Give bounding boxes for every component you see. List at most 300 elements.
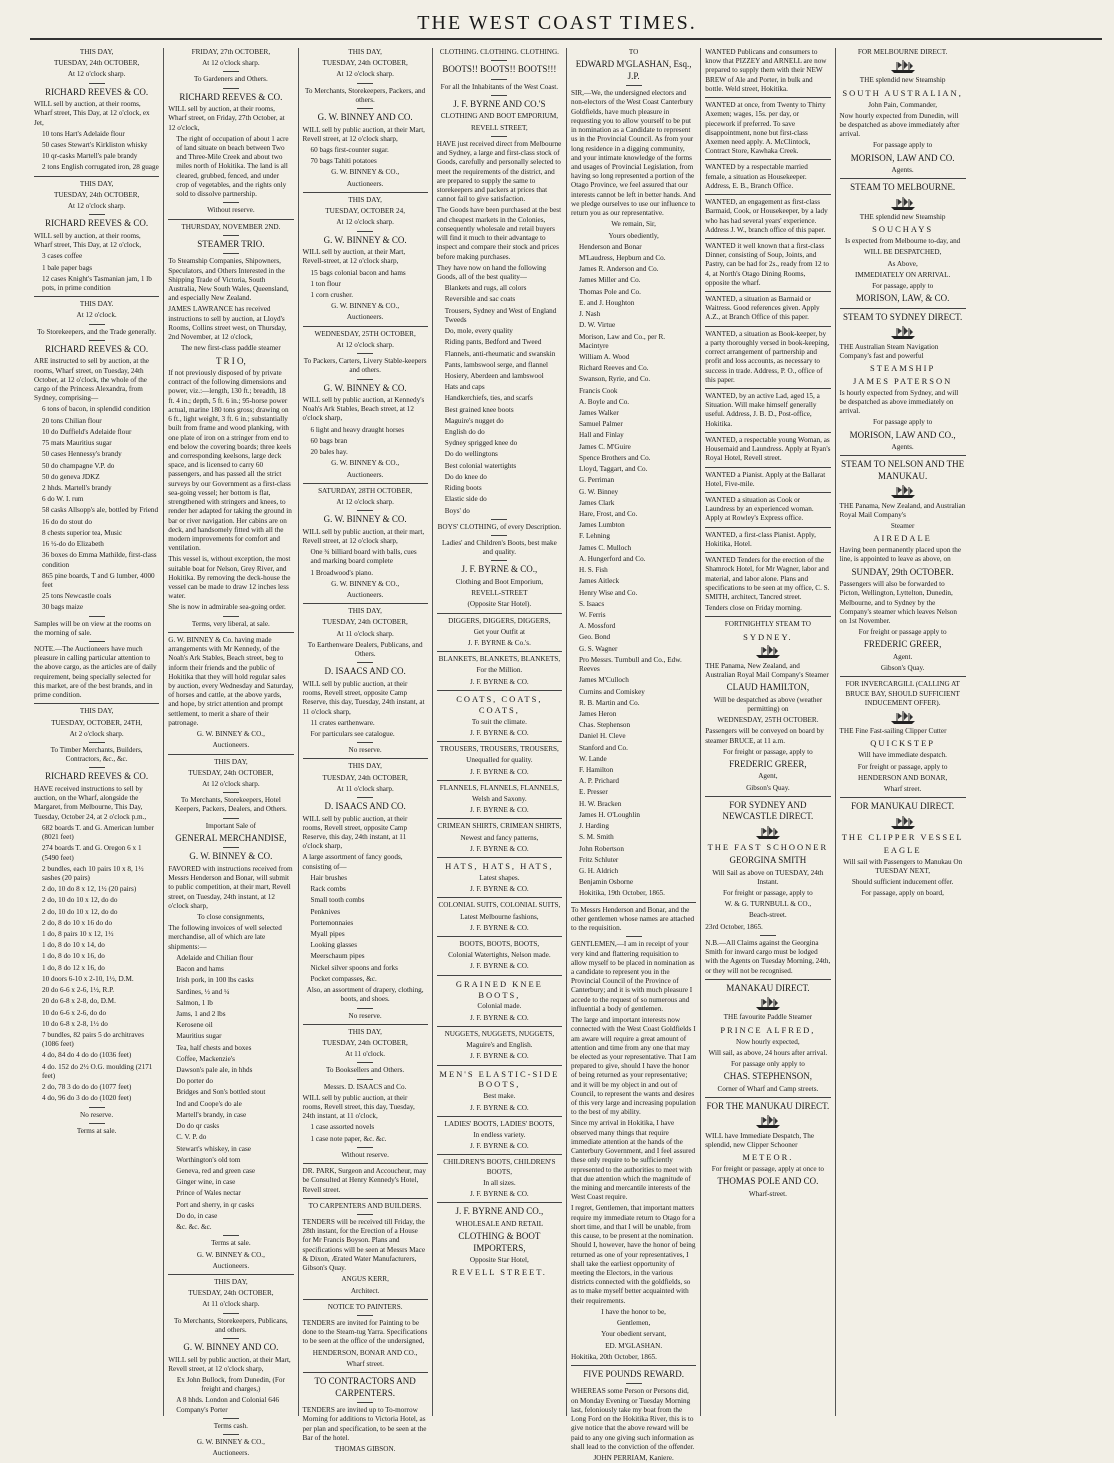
- ad-text: TO: [628, 48, 639, 56]
- short-rule: [491, 136, 507, 137]
- ad-text: WANTED a situation as Cook or Laundress by an experienced woman. Apply at Rowley's Express office.: [705, 495, 814, 523]
- ad-text: 2 do, 10 do 10 x 12, do do: [42, 907, 118, 916]
- ad-text: CLAUD HAMILTON,: [726, 682, 810, 693]
- ad-text: Agent.: [892, 652, 913, 661]
- ad-text: WEDNESDAY, 25TH OCTOBER,: [314, 329, 416, 338]
- ad-text: SYDNEY.: [743, 631, 793, 642]
- ad-text: 2 bundles, each 10 pairs 10 x 8, 1½ sashes (20 pairs): [42, 864, 144, 882]
- ad-text: STEAM TO MELBOURNE.: [850, 182, 956, 193]
- ad-text: HENDERSON, BONAR AND CO.,: [312, 1348, 418, 1357]
- ad-text: 1 case assorted novels: [310, 1123, 375, 1132]
- ad-text: Will sail with Passengers to Manukau On TUESDAY NEXT,: [843, 857, 963, 875]
- short-rule: [223, 616, 239, 617]
- column-divider: [705, 979, 830, 980]
- ship-icon: [840, 710, 966, 727]
- ad-text: EDWARD M'GLASHAN, Esq., J.P.: [575, 59, 692, 81]
- ad-text: 4 do. 152 do 2½ O.G. moulding (2171 feet): [42, 1062, 153, 1080]
- column-divider: [168, 219, 293, 220]
- ad-text: WANTED a Pianist. Apply at the Ballarat Hotel, Five-mile.: [705, 470, 826, 488]
- ad-text: WILL sell by public auction, at their rooms, Revell street, this day, Tuesday, 24th instant, at 11 o'clock,: [302, 1093, 415, 1121]
- ad-text: James C. M'Guire: [579, 442, 631, 451]
- ad-text: WILL sell by public auction, at their mart, Revell street, at 12 o'clock sharp,: [302, 527, 425, 545]
- ad-text: 6 light and heavy draught horses: [310, 425, 405, 434]
- ad-text: Myall pipes: [310, 929, 345, 938]
- ad-text: RICHARD REEVES & CO.: [45, 218, 149, 229]
- ad-text: G. W. BINNEY & CO.,: [196, 730, 265, 739]
- ad-text: STEAMER TRIO.: [197, 238, 265, 249]
- ad-text: Hall and Finlay: [579, 431, 624, 440]
- ad-text: Elastic side do: [444, 495, 487, 504]
- ad-text: We remain, Sir,: [611, 220, 656, 229]
- column-divider: [840, 308, 966, 309]
- ad-text: 2 do, 78 3 do do do (1077 feet): [42, 1083, 132, 1092]
- ad-text: 50 cases Hennessy's brandy: [42, 450, 122, 459]
- ad-text: THIS DAY,: [214, 1277, 248, 1286]
- ad-text: MORISON, LAW AND CO.,: [849, 429, 956, 440]
- ad-text: Dawson's pale ale, in hhds: [176, 1066, 253, 1075]
- ad-text: Samuel Palmer: [579, 420, 623, 429]
- ad-text: GENTLEMEN,—I am in receipt of your very kind and flattering requisition to allow myself to be placed in nomination as a candidate to represent you in the Provincial Council of the Province of Canterbury; and it is with much pleasure I accede to the request of so numerous and influential a body of gentlemen.: [571, 940, 695, 1013]
- ad-text: G. W. BINNEY & CO.: [323, 514, 407, 525]
- ad-text: James Walker: [579, 409, 619, 418]
- short-rule: [89, 324, 105, 325]
- column-divider: [303, 1163, 428, 1164]
- ad-text: COATS, COATS, COATS,: [456, 693, 543, 715]
- ad-text: To Earthenware Dealers, Publicans, and Others.: [307, 640, 423, 659]
- ad-text: Colonial made.: [477, 1002, 522, 1011]
- column-2: [164, 48, 298, 1458]
- ad-text: W. Lande: [579, 754, 607, 763]
- ad-text: 50 do champagne V.P. do: [42, 461, 115, 470]
- ad-text: For passage, apply on board,: [861, 889, 944, 898]
- ad-text: WANTED, a situation as Barmaid or Waitress. Good references given. Apply A.Z., at Branch Office of this paper.: [705, 295, 820, 322]
- column-divider: [705, 388, 830, 389]
- ship-icon: [840, 815, 966, 832]
- ad-text: The following invoices of well selected merchandise, all of which are late shipments:—: [168, 924, 282, 951]
- short-rule: [491, 79, 507, 80]
- ship-icon: [705, 825, 830, 842]
- short-rule: [223, 88, 239, 89]
- ad-text: For freight or passage, apply to: [722, 747, 813, 756]
- column-divider: [437, 818, 562, 819]
- ship-icon: [705, 996, 830, 1013]
- ad-text: Lloyd, Taggart, and Co.: [579, 465, 648, 474]
- ad-text: Pro Messrs. Turnbull and Co., Edw. Reeves: [579, 655, 682, 674]
- short-rule: [89, 1107, 105, 1108]
- column-divider: [437, 975, 562, 976]
- ad-text: Prince of Wales nectar: [176, 1189, 241, 1198]
- ad-text: 1 ton flour: [310, 279, 341, 288]
- ad-text: For freight or passage, apply at once to: [711, 1165, 824, 1173]
- ad-text: Small tooth combs: [310, 896, 365, 905]
- ad-text: Geo. Bond: [579, 633, 611, 642]
- ad-text: MORISON, LAW AND CO.: [850, 152, 955, 163]
- ad-text: BOOTS!! BOOTS!! BOOTS!!!: [442, 64, 557, 75]
- ad-text: Auctioneers.: [212, 1449, 250, 1458]
- column-divider: [437, 897, 562, 898]
- ad-text: J. F. BYRNE & CO.: [470, 728, 529, 737]
- ad-text: Coffee, Mackenzie's: [176, 1054, 235, 1063]
- ad-text: J. F. BYRNE & CO.: [470, 923, 529, 932]
- ad-text: CLOTHING & BOOT IMPORTERS,: [458, 1231, 541, 1253]
- ad-text: J. F. BYRNE & CO.: [470, 806, 529, 815]
- ad-text: Geneva, red and green case: [176, 1167, 256, 1176]
- ad-text: D. W. Virtue: [579, 321, 616, 330]
- ad-text: For passage apply to: [872, 418, 933, 427]
- ad-text: Riding pants, Bedford and Tweed: [444, 338, 542, 347]
- ad-text: Hare, Frost, and Co.: [579, 510, 638, 518]
- ad-text: Rack combs: [310, 885, 346, 894]
- ad-text: Having been permanently placed upon the line, is appointed to leave as above, on: [839, 546, 962, 564]
- ad-text: For freight or passage apply to: [858, 628, 947, 637]
- ad-text: Maguire's nugget do: [444, 416, 504, 425]
- ad-text: 10 doors 6-10 x 2-10, 1½, D.M.: [42, 974, 134, 983]
- ad-text: TUESDAY, 24th OCTOBER,: [53, 59, 140, 68]
- ad-text: To close consignments,: [197, 912, 265, 921]
- ad-text: Latest Melbourne fashions,: [460, 912, 539, 921]
- short-rule: [357, 797, 373, 798]
- short-rule: [357, 510, 373, 511]
- ad-text: Stewart's whiskey, in case: [176, 1144, 251, 1153]
- ad-text: G. W. BINNEY & CO.: [189, 851, 273, 862]
- ad-text: G. W. BINNEY & CO.,: [196, 1438, 265, 1447]
- ad-text: Is hourly expected from Sydney, and will be despatched as above immediately on arrival.: [839, 388, 959, 416]
- ad-text: STEAM TO SYDNEY DIRECT.: [843, 311, 963, 322]
- ad-text: N.B.—All Claims against the Georgina Smith for inward cargo must be lodged with the Agents on Tuesday Morning, 24th, or they will not be recognised.: [705, 938, 831, 975]
- short-rule: [89, 83, 105, 84]
- ad-text: Architect.: [350, 1286, 380, 1295]
- ad-text: F. Hamilton: [579, 766, 614, 775]
- page-columns: [30, 48, 1104, 1462]
- ad-text: Spence Brothers and Co.: [579, 453, 651, 462]
- column-divider: [303, 192, 428, 193]
- ad-text: To Steamship Companies, Shipowners, Speculators, and Others Interested in the Shipping Trade of Victoria, South Australia, New South Wales, Queensland, and especially New Zealand.: [168, 257, 289, 303]
- ad-text: James Heron: [579, 709, 617, 718]
- ad-text: J. F. BYRNE & CO.: [470, 1103, 529, 1112]
- ad-text: Gentlemen,: [616, 1319, 651, 1328]
- ad-text: Without reserve.: [207, 206, 255, 215]
- ad-text: Irish pork, in 100 lbs casks: [176, 976, 254, 985]
- ad-text: Passengers will also be forwarded to Picton, Wellington, Lyttelton, Dunedin, Melbourne, and to Sydney by the Company's steamer which leaves Nelson on 1st November.: [839, 580, 957, 625]
- ad-text: Terms at sale.: [76, 1126, 117, 1135]
- short-rule: [223, 1338, 239, 1339]
- ad-text: THURSDAY, NOVEMBER 2ND.: [181, 222, 281, 231]
- ad-text: D. ISAACS AND CO.: [324, 801, 406, 812]
- ad-text: 2 do, 8 do 10 x 16 do do: [42, 918, 113, 927]
- ad-text: MORISON, LAW, & CO.: [855, 293, 950, 304]
- ad-text: 75 mats Mauritius sugar: [42, 439, 112, 448]
- column-divider: [303, 603, 428, 604]
- column-divider: [437, 690, 562, 691]
- ad-text: At 12 o'clock sharp.: [67, 70, 126, 79]
- ad-text: Thomas Pole and Co.: [579, 287, 641, 296]
- column-divider: [303, 758, 428, 759]
- ad-text: 12 cases Knight's Tasmanian jam, 1 lb pots, in prime condition: [42, 274, 152, 292]
- ad-text: Boys' do: [444, 506, 470, 515]
- ad-text: Meerschaum pipes: [310, 952, 365, 961]
- ad-text: For freight or passage, apply to: [857, 762, 948, 771]
- ad-text: The Goods have been purchased at the best and cheapest markets in the Colonies, consequently wholesale and retail buyers will find it much to their advantage to inspect and compare their stock and prices before making purchases.: [436, 206, 562, 261]
- ad-text: TUESDAY, 24th OCTOBER,: [322, 618, 408, 627]
- ad-text: Swanson, Ryrie, and Co.: [579, 375, 651, 384]
- ad-text: GENERAL MERCHANDISE,: [175, 832, 287, 843]
- ad-text: John Robertson: [579, 844, 624, 853]
- ad-text: WILL sell by auction, at their rooms, Wharf street, This Day, at 12 o'clock, ex Jet,: [34, 100, 150, 127]
- ad-text: Ex John Bullock, from Dunedin, (For freight and charges,): [176, 1376, 285, 1394]
- ad-text: THIS DAY.: [79, 300, 114, 309]
- short-rule: [357, 1147, 373, 1148]
- short-rule: [223, 235, 239, 236]
- ad-text: At 12 o'clock sharp.: [202, 59, 260, 68]
- ad-text: Auctioneers.: [212, 1261, 250, 1270]
- ad-text: BOOTS, BOOTS, BOOTS,: [459, 940, 540, 949]
- ad-text: Agent,: [758, 772, 778, 781]
- ad-text: Auctioneers.: [346, 313, 384, 322]
- ad-text: WANTED, by an active Lad, aged 15, a Situation. Will make himself generally useful. Address, J. B. D., Post-office, Hokitika.: [705, 392, 820, 428]
- ad-text: JAMES PATERSON: [853, 375, 953, 386]
- ad-text: 10 do 6-8 x 2-8, 1½ do: [42, 1019, 108, 1028]
- ad-text: Is expected from Melbourne to-day, and: [844, 237, 961, 246]
- ad-text: G. W. Binney: [579, 487, 619, 496]
- ad-text: FOR INVERCARGILL (CALLING AT BRUCE BAY, SHOULD SUFFICIENT INDUCEMENT OFFER).: [845, 680, 960, 707]
- ad-text: Auctioneers.: [346, 179, 384, 188]
- column-1: [30, 48, 164, 1416]
- ad-text: 60 bags bran: [310, 436, 348, 445]
- ad-text: THIS DAY,: [348, 48, 382, 56]
- ad-text: J. F. BYRNE & CO.: [470, 885, 529, 894]
- short-rule: [89, 767, 105, 768]
- ad-text: To Timber Merchants, Builders, Contractors, &c., &c.: [50, 746, 143, 764]
- ad-text: NUGGETS, NUGGETS, NUGGETS,: [444, 1029, 555, 1038]
- ad-text: Samples will be on view at the rooms on the morning of sale.: [34, 619, 151, 637]
- ad-text: G. Perriman: [579, 476, 615, 485]
- ad-text: 1 corn crusher.: [310, 290, 354, 299]
- column-7: [836, 48, 970, 1416]
- ad-text: For passage, apply to: [872, 282, 934, 291]
- ad-text: Blankets and rugs, all colors: [444, 284, 527, 293]
- column-divider: [705, 467, 830, 468]
- ad-text: Kerosene oil: [176, 1021, 213, 1030]
- ad-text: I regret, Gentlemen, that important matters require my immediate return to Otago for a short time, and that I will be unable, from this cause, to be present at the nomination. Should I, however, have the honor of being returned as one of your representatives, I shall take the earliest opportunity of meeting the Electors, in the various districts connected with the goldfields, so as to make myself better acquainted with their requirements.: [571, 1204, 696, 1305]
- ad-text: FOR SYDNEY AND NEWCASTLE DIRECT.: [722, 799, 814, 822]
- ad-text: Without reserve.: [341, 1150, 389, 1159]
- ad-text: Richard Reeves and Co.: [579, 364, 649, 373]
- column-divider: [303, 1024, 428, 1025]
- ad-text: FREDERIC GREER,: [729, 758, 807, 769]
- short-rule: [357, 1214, 373, 1215]
- ad-text: 1 do, 8 pairs 10 x 12, 1½: [42, 930, 114, 939]
- ad-text: AIREDALE: [873, 533, 932, 544]
- short-rule: [491, 95, 507, 96]
- column-divider: [437, 1116, 562, 1117]
- ad-text: 16 ½-do do Elizabeth: [42, 540, 104, 549]
- ad-text: William A. Wood: [579, 352, 630, 361]
- ad-text: J. F. BYRNE & CO.: [470, 1052, 529, 1061]
- ad-text: For freight or passage, apply to: [722, 888, 813, 897]
- ship-icon: [840, 484, 966, 501]
- ad-text: FIVE POUNDS REWARD.: [583, 1368, 684, 1379]
- column-divider: [705, 796, 830, 797]
- ad-text: Ladies' and Children's Boots, best make and quality.: [441, 539, 557, 557]
- ad-text: For particulars see catalogue.: [310, 729, 395, 738]
- ad-text: James M'Culloch: [579, 676, 629, 685]
- ad-text: THE Fine Fast-sailing Clipper Cutter: [839, 727, 947, 736]
- ad-text: TENDERS are invited for Painting to be done to the Steam-tug Yarra. Specifications to be seen at the office of the undersigned,: [302, 1318, 428, 1346]
- ship-icon: [840, 59, 966, 76]
- ad-text: JOHN PERRIAM, Kaniere.: [593, 1453, 674, 1462]
- ad-text: A large assortment of fancy goods, consisting of—: [302, 853, 403, 871]
- ad-text: Yours obediently,: [608, 231, 659, 240]
- ad-text: WANTED by a respectable married female, a situation as Housekeeper. Address, E. B., Branch Office.: [705, 163, 808, 190]
- ad-text: SUNDAY, 29th OCTOBER.: [851, 566, 954, 577]
- ad-text: CHILDREN'S BOOTS, CHILDREN'S BOOTS,: [443, 1158, 556, 1176]
- ad-text: For the Million.: [476, 666, 523, 675]
- ad-text: COLONIAL SUITS, COLONIAL SUITS,: [438, 901, 561, 910]
- ad-text: WILL have Immediate Despatch, The splendid, new Clipper Schooner: [705, 1131, 815, 1149]
- column-divider: [705, 492, 830, 493]
- ad-text: WILL sell by public auction, at their rooms, Revell street, opposite Camp Reserve, this day, 24th instant, at 11 o'clock sharp,: [302, 814, 408, 851]
- ad-text: Portemonnaies: [310, 918, 354, 927]
- ad-text: WANTED, a first-class Pianist. Apply, Hokitika, Hotel.: [705, 530, 816, 548]
- ad-text: FOR MANUKAU DIRECT.: [851, 801, 955, 812]
- ad-text: J. F. BYRNE & CO.: [470, 1142, 529, 1151]
- ad-text: 8 chests superior tea, Music: [42, 528, 123, 537]
- ad-text: SOUCHAYS: [872, 224, 934, 235]
- ad-text: At 11 o'clock.: [345, 1050, 386, 1059]
- ad-text: Trousers, Sydney and West of England Tweeds: [444, 306, 557, 324]
- short-rule: [357, 1079, 373, 1080]
- ad-text: James Miller and Co.: [579, 276, 641, 285]
- ship-icon: [705, 1114, 830, 1131]
- ad-text: NOTICE TO PAINTERS.: [327, 1302, 403, 1311]
- ad-text: In all sizes.: [483, 1178, 516, 1187]
- ad-text: Chas. Stephenson: [579, 721, 631, 730]
- ad-text: Bacon and hams: [176, 965, 224, 974]
- column-divider: [840, 676, 966, 677]
- ad-text: Best grained knee boots: [444, 405, 514, 414]
- column-divider: [437, 780, 562, 781]
- column-divider: [705, 97, 830, 98]
- ad-text: J. F. BYRNE & CO.: [470, 1190, 529, 1199]
- ad-text: Should sufficient inducement offer.: [851, 878, 954, 887]
- short-rule: [223, 253, 239, 254]
- ad-text: THIS DAY,: [79, 179, 114, 188]
- ad-text: 25 tons Newcastle coals: [42, 592, 112, 601]
- ad-text: At 2 o'clock sharp.: [69, 729, 124, 738]
- ad-text: No reserve.: [348, 1011, 382, 1020]
- ad-text: THIS DAY,: [348, 762, 382, 771]
- ad-text: Do porter do: [176, 1077, 213, 1086]
- ad-text: TO CONTRACTORS AND CARPENTERS.: [314, 1376, 416, 1398]
- ad-text: Wharf-street.: [748, 1189, 787, 1198]
- column-divider: [437, 651, 562, 652]
- ad-text: Will sail, as above, 24 hours after arrival.: [708, 1048, 828, 1057]
- ad-text: At 12 o'clock sharp.: [67, 202, 126, 211]
- ad-text: Tenders close on Friday morning.: [705, 604, 802, 613]
- column-divider: [705, 432, 830, 433]
- ad-text: TUESDAY, 24th OCTOBER,: [188, 1289, 274, 1298]
- ad-text: THE FAST SCHOONER: [707, 842, 829, 853]
- ad-text: THE favourite Paddle Steamer: [723, 1013, 813, 1022]
- ad-text: D. ISAACS AND CO.: [324, 666, 406, 677]
- ad-text: A. Mossford: [579, 622, 616, 631]
- column-divider: [840, 455, 966, 456]
- ad-text: A. Boyle and Co.: [579, 397, 630, 406]
- ad-text: Wharf street.: [346, 1359, 384, 1368]
- ad-text: James Lumbton: [579, 521, 625, 530]
- short-rule: [357, 742, 373, 743]
- ad-text: FLANNELS, FLANNELS, FLANNELS,: [439, 783, 559, 792]
- ad-text: G. W. BINNEY & CO.,: [331, 168, 400, 177]
- ad-text: G. W. BINNEY AND CO.: [183, 1342, 279, 1353]
- column-divider: [437, 613, 562, 614]
- column-6: [701, 48, 835, 1416]
- ad-text: H. S. Fish: [579, 566, 608, 575]
- ad-text: G. W. BINNEY AND CO.: [317, 112, 413, 123]
- ad-text: STEAMSHIP: [870, 362, 936, 373]
- ad-text: H. W. Bracken: [579, 799, 622, 808]
- ad-text: DIGGERS, DIGGERS, DIGGERS,: [448, 616, 551, 625]
- column-divider: [840, 178, 966, 179]
- ad-text: At 12 o'clock sharp.: [336, 340, 394, 349]
- ad-text: 16 do do stout do: [42, 517, 92, 526]
- column-3: [299, 48, 433, 1453]
- ship-icon: [840, 325, 966, 342]
- ad-text: Curnins and Comiskey: [579, 687, 645, 696]
- ad-text: TUESDAY, OCTOBER, 24TH,: [51, 718, 143, 727]
- ad-text: DR. PARK, Surgeon and Accoucheur, may be Consulted at Henry Kennedy's Hotel, Revell street.: [302, 1167, 426, 1194]
- ad-text: REVELL-STREET: [471, 589, 528, 598]
- ad-text: CLOTHING AND BOOT EMPORIUM,: [440, 112, 559, 121]
- ad-text: ED. M'GLASHAN.: [605, 1341, 663, 1350]
- ad-text: 1 case note paper, &c. &c.: [310, 1134, 387, 1143]
- ad-text: Maguire's and English.: [466, 1041, 533, 1050]
- ad-text: Will be despatched as above (weather permitting) on: [713, 695, 823, 713]
- ad-text: T R I O,: [215, 355, 246, 366]
- ad-text: 50 do geneva JDKZ: [42, 472, 100, 481]
- short-rule: [357, 108, 373, 109]
- column-4: [433, 48, 567, 1416]
- ship-icon: [705, 644, 830, 661]
- column-divider: [303, 326, 428, 327]
- ad-text: James Clark: [579, 498, 615, 507]
- ad-text: Now hourly expected from Dunedin, will be despatched as above immediately after arrival.: [839, 111, 960, 139]
- ad-text: 1 do, 8 do 10 x 16, do: [42, 952, 105, 961]
- ad-text: One ¾ billiard board with balls, cues and marking board complete: [310, 548, 417, 566]
- ad-text: 23rd October, 1865.: [705, 922, 763, 931]
- ad-text: 2 do, 10 do 8 x 12, 1½ (20 pairs): [42, 885, 137, 894]
- ad-text: WILL sell by public auction, at Kennedy's Noah's Ark Stables, Beach street, at 12 o'clock sharp,: [302, 396, 425, 423]
- ad-text: M'Laudress, Hepburn and Co.: [579, 253, 666, 262]
- ad-text: Fritz Schluter: [579, 855, 619, 864]
- column-divider: [303, 1372, 428, 1373]
- ad-text: WILL sell by auction, at their rooms, Wharf street, on Friday, 27th October, at 12 o'clock,: [168, 105, 285, 132]
- ad-text: J. Nash: [579, 310, 601, 319]
- ad-text: THIS DAY,: [214, 757, 248, 766]
- ad-text: J. F. BYRNE & CO.: [470, 844, 529, 853]
- ad-text: 20 do 6-6 x 2-6, 1½, R.P.: [42, 986, 115, 995]
- ad-text: Important Sale of: [205, 821, 257, 830]
- ad-text: Colonial Watertights, Nelson made.: [448, 951, 551, 960]
- ad-text: Also, an assortment of drapery, clothing, boots, and shoes.: [306, 986, 424, 1004]
- ad-text: THE Panama, New Zealand, and Australian Royal Mail Company's Steamer: [705, 661, 829, 679]
- ad-text: Best colonial watertights: [444, 461, 517, 470]
- short-rule: [491, 60, 507, 61]
- ad-text: 60 bags first-counter sugar.: [310, 146, 389, 155]
- ad-text: For passage apply to: [872, 141, 933, 150]
- ad-text: Gibson's Quay.: [746, 783, 790, 792]
- ad-text: J. F. BYRNE & CO.: [470, 767, 529, 776]
